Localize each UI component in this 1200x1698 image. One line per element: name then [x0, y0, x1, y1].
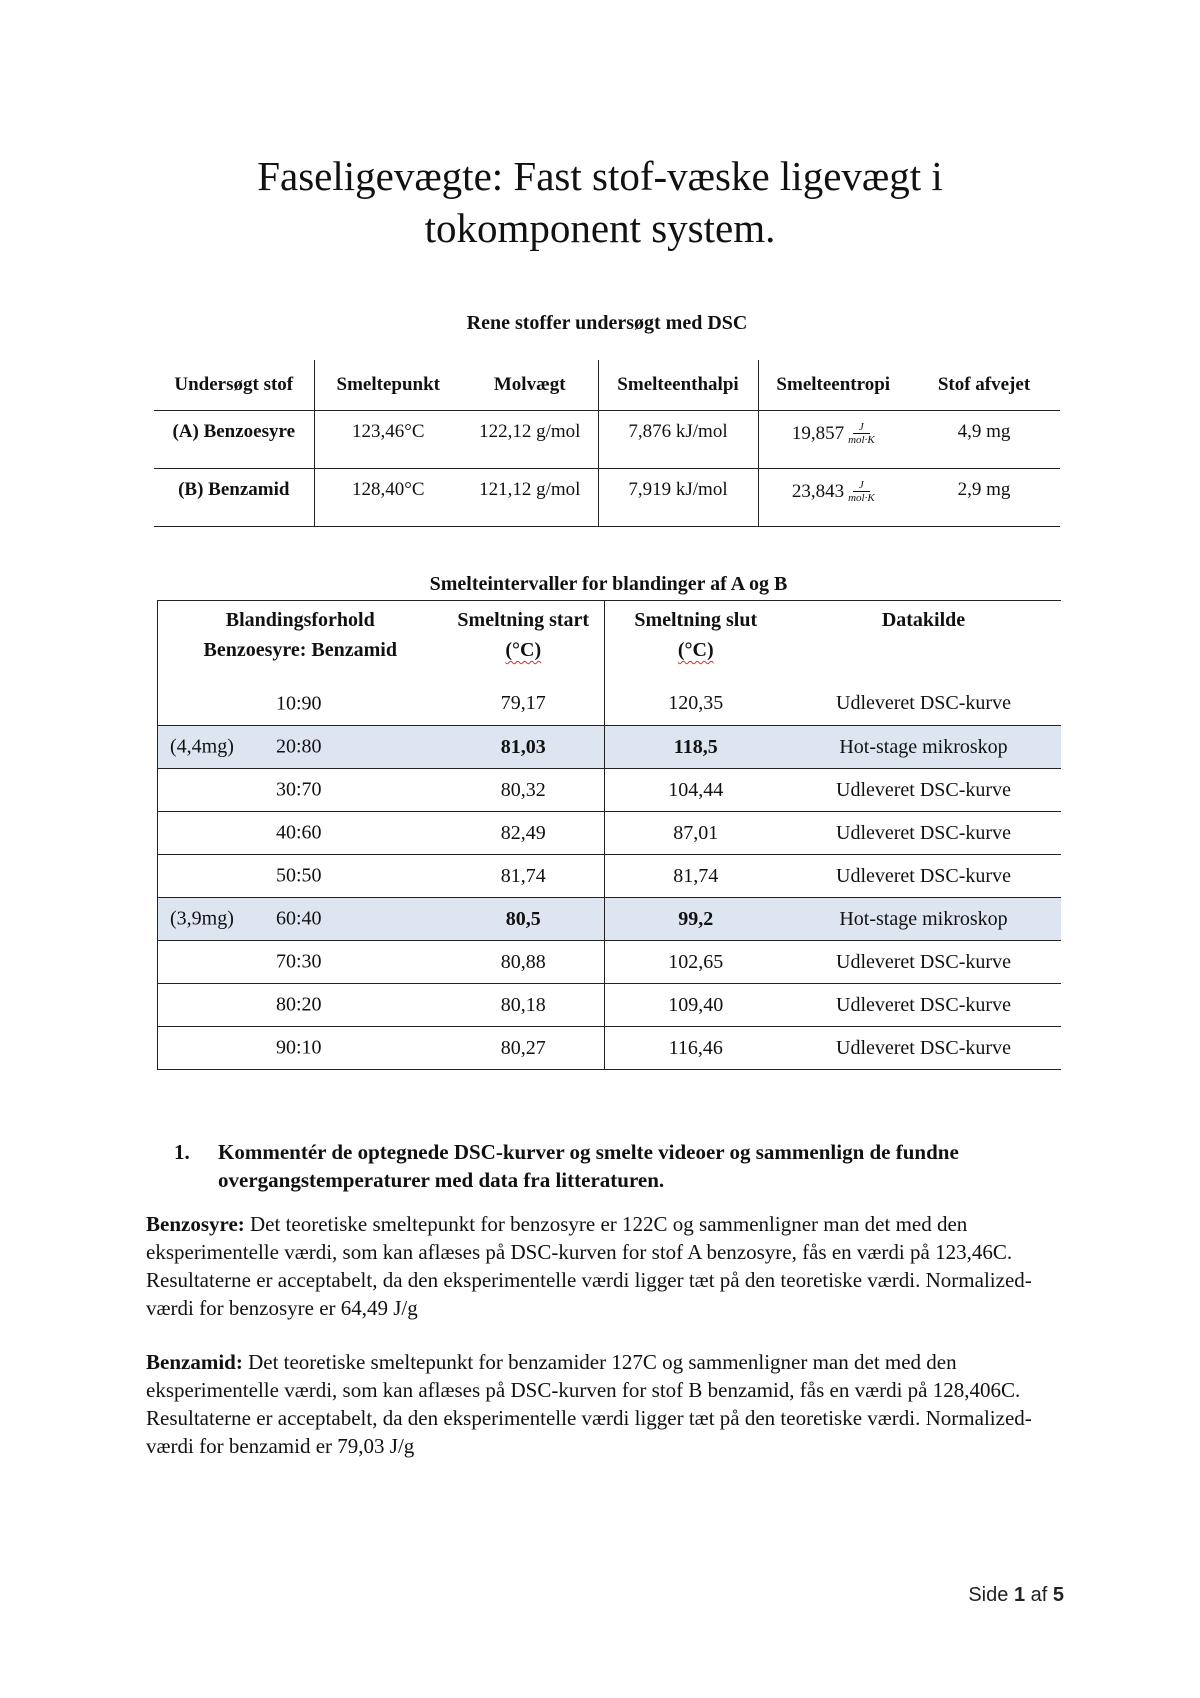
table-header-row — [154, 360, 1060, 411]
substance-name: (B) Benzamid — [178, 479, 290, 500]
enthalpy: 7,919 kJ/mol — [598, 469, 758, 527]
title-line-1: Faseligevægte: Fast stof-væske ligevægt i — [257, 153, 943, 199]
col-header-weighed: Stof afvejet — [937, 374, 1031, 395]
entropy-value: 19,857 — [791, 422, 845, 444]
melt-start: 82,49 — [500, 821, 546, 844]
melt-end: 116,46 — [605, 1027, 787, 1070]
ratio-cell — [158, 898, 443, 941]
col-header-source — [787, 601, 1061, 683]
table-row — [158, 812, 1061, 855]
entropy-unit-num: J — [853, 479, 870, 492]
table-row — [158, 726, 1061, 769]
data-source: Udleveret DSC-kurve — [836, 1036, 1011, 1059]
table-row — [158, 769, 1061, 812]
ratio-cell — [158, 769, 443, 812]
table-row — [158, 683, 1061, 726]
melt-end: 81,74 — [605, 855, 787, 898]
col-header-ratio — [158, 601, 443, 683]
mix-ratio: 10:90 — [276, 692, 322, 715]
melt-start: 80,18 — [500, 993, 546, 1016]
melt-start: 81,03 — [443, 726, 605, 769]
mix-ratio: 80:20 — [276, 993, 322, 1016]
melt-start: 80,27 — [500, 1036, 546, 1059]
col-header-molar-mass: Molvægt — [493, 374, 566, 395]
paragraph-text: Det teoretiske smeltepunkt for benzosyre er 122C og sammenligner man det med den eksperimentelle værdi, som kan aflæses på DSC-kurven for stof A benzosyre, fås en værdi på 123,46C. Resultaterne er acceptabelt, da den eksperimentelle værdi ligger tæt på den teoretiske værdi. Normalized-værdi for benzosyre er 64,49 J/g — [146, 1212, 1032, 1320]
mix-ratio: 60:40 — [276, 907, 322, 930]
entropy-unit-den: mol·K — [848, 492, 875, 504]
question-text: Kommentér de optegnede DSC-kurver og smelte videoer og sammenlign de fundne overgangstemperaturer med data fra litteraturen. — [218, 1140, 959, 1192]
table-row — [158, 1027, 1061, 1070]
melting-point: 128,40°C — [314, 469, 462, 527]
data-source: Udleveret DSC-kurve — [836, 950, 1011, 973]
entropy-value: 23,843 — [791, 480, 845, 502]
table-row — [154, 469, 1060, 527]
col-header-melting-point: Smeltepunkt — [314, 360, 462, 411]
molar-mass: 121,12 g/mol — [479, 479, 581, 500]
footer-prefix: Side — [968, 1584, 1009, 1606]
entropy-cell — [758, 411, 908, 469]
paragraph-benzosyre — [146, 1210, 1076, 1322]
data-source: Udleveret DSC-kurve — [836, 692, 1011, 715]
end-header-unit: (°C) — [677, 639, 714, 661]
ratio-cell — [158, 984, 443, 1027]
melt-start: 79,17 — [500, 692, 546, 715]
melt-start: 80,88 — [500, 950, 546, 973]
pure-substances-table — [154, 360, 1060, 527]
entropy-unit — [848, 479, 875, 504]
question-1 — [174, 1138, 1058, 1194]
weighed-amount: 4,9 mg — [957, 421, 1011, 442]
table-row — [154, 411, 1060, 469]
melt-start: 80,32 — [500, 778, 546, 801]
melting-intervals-table — [157, 600, 1061, 1070]
weighed-amount: 2,9 mg — [957, 479, 1011, 500]
melting-point: 123,46°C — [314, 411, 462, 469]
melt-end: 102,65 — [605, 941, 787, 984]
table-row — [158, 898, 1061, 941]
page-title — [120, 150, 1080, 254]
entropy-unit-num: J — [853, 421, 870, 434]
footer-total-pages: 5 — [1052, 1584, 1064, 1606]
start-header-line-1: Smeltning start — [457, 609, 590, 631]
question-number: 1. — [174, 1140, 190, 1164]
sample-mass: (3,9mg) — [170, 907, 234, 930]
entropy-unit — [848, 421, 875, 446]
entropy-unit-den: mol·K — [848, 434, 875, 446]
ratio-cell — [158, 726, 443, 769]
data-source: Udleveret DSC-kurve — [836, 864, 1011, 887]
paragraph-text: Det teoretiske smeltepunkt for benzamider 127C og sammenligner man det med den eksperimentelle værdi, som kan aflæses på DSC-kurven for stof B benzamid, fås en værdi på 128,406C. Resultaterne er acceptabelt, da den eksperimentelle værdi ligger tæt på den teoretiske værdi. Normalized-værdi for benzamid er 79,03 J/g — [146, 1350, 1032, 1458]
melt-end: 99,2 — [605, 898, 787, 941]
entropy-cell — [758, 469, 908, 527]
ratio-cell — [158, 683, 443, 726]
footer-of: af — [1030, 1584, 1048, 1606]
title-line-2: tokomponent system. — [424, 205, 776, 251]
col-header-substance: Undersøgt stof — [174, 374, 294, 395]
mix-ratio: 50:50 — [276, 864, 322, 887]
ratio-cell — [158, 812, 443, 855]
col-header-start — [443, 601, 605, 683]
melt-end: 118,5 — [605, 726, 787, 769]
mix-ratio: 90:10 — [276, 1036, 322, 1059]
data-source: Udleveret DSC-kurve — [836, 821, 1011, 844]
data-source: Udleveret DSC-kurve — [836, 778, 1011, 801]
paragraph-benzamid — [146, 1348, 1076, 1460]
melt-start: 81,74 — [500, 864, 546, 887]
mix-ratio: 20:80 — [276, 735, 322, 758]
end-header-line-1: Smeltning slut — [634, 609, 758, 631]
data-source: Udleveret DSC-kurve — [836, 993, 1011, 1016]
ratio-header-line-1: Blandingsforhold — [225, 609, 375, 631]
substance-name: (A) Benzoesyre — [172, 421, 296, 442]
ratio-cell — [158, 855, 443, 898]
melt-start: 80,5 — [443, 898, 605, 941]
source-header: Datakilde — [881, 609, 966, 631]
col-header-entropy: Smelteentropi — [758, 360, 908, 411]
melt-end: 109,40 — [605, 984, 787, 1027]
molar-mass: 122,12 g/mol — [479, 421, 581, 442]
table1-caption: Rene stoffer undersøgt med DSC — [466, 312, 748, 334]
melt-end: 87,01 — [605, 812, 787, 855]
mix-ratio: 30:70 — [276, 778, 322, 801]
col-header-enthalpy: Smelteenthalpi — [598, 360, 758, 411]
paragraph-lead: Benzamid: — [146, 1350, 243, 1374]
paragraph-lead: Benzosyre: — [146, 1212, 245, 1236]
table-header-row — [158, 601, 1061, 683]
mix-ratio: 70:30 — [276, 950, 322, 973]
melt-end: 104,44 — [605, 769, 787, 812]
mix-ratio: 40:60 — [276, 821, 322, 844]
data-source: Hot-stage mikroskop — [787, 726, 1061, 769]
table-row — [158, 941, 1061, 984]
ratio-header-line-2: Benzoesyre: Benzamid — [203, 639, 397, 661]
enthalpy: 7,876 kJ/mol — [598, 411, 758, 469]
ratio-cell — [158, 941, 443, 984]
sample-mass: (4,4mg) — [170, 735, 234, 758]
page-footer — [968, 1584, 1064, 1607]
table-row — [158, 855, 1061, 898]
start-header-unit: (°C) — [505, 639, 542, 661]
ratio-cell — [158, 1027, 443, 1070]
data-source: Hot-stage mikroskop — [787, 898, 1061, 941]
col-header-end — [605, 601, 787, 683]
footer-page-number: 1 — [1013, 1584, 1026, 1606]
table2-caption: Smelteintervaller for blandinger af A og B — [429, 573, 788, 595]
table-row — [158, 984, 1061, 1027]
melt-end: 120,35 — [605, 683, 787, 726]
